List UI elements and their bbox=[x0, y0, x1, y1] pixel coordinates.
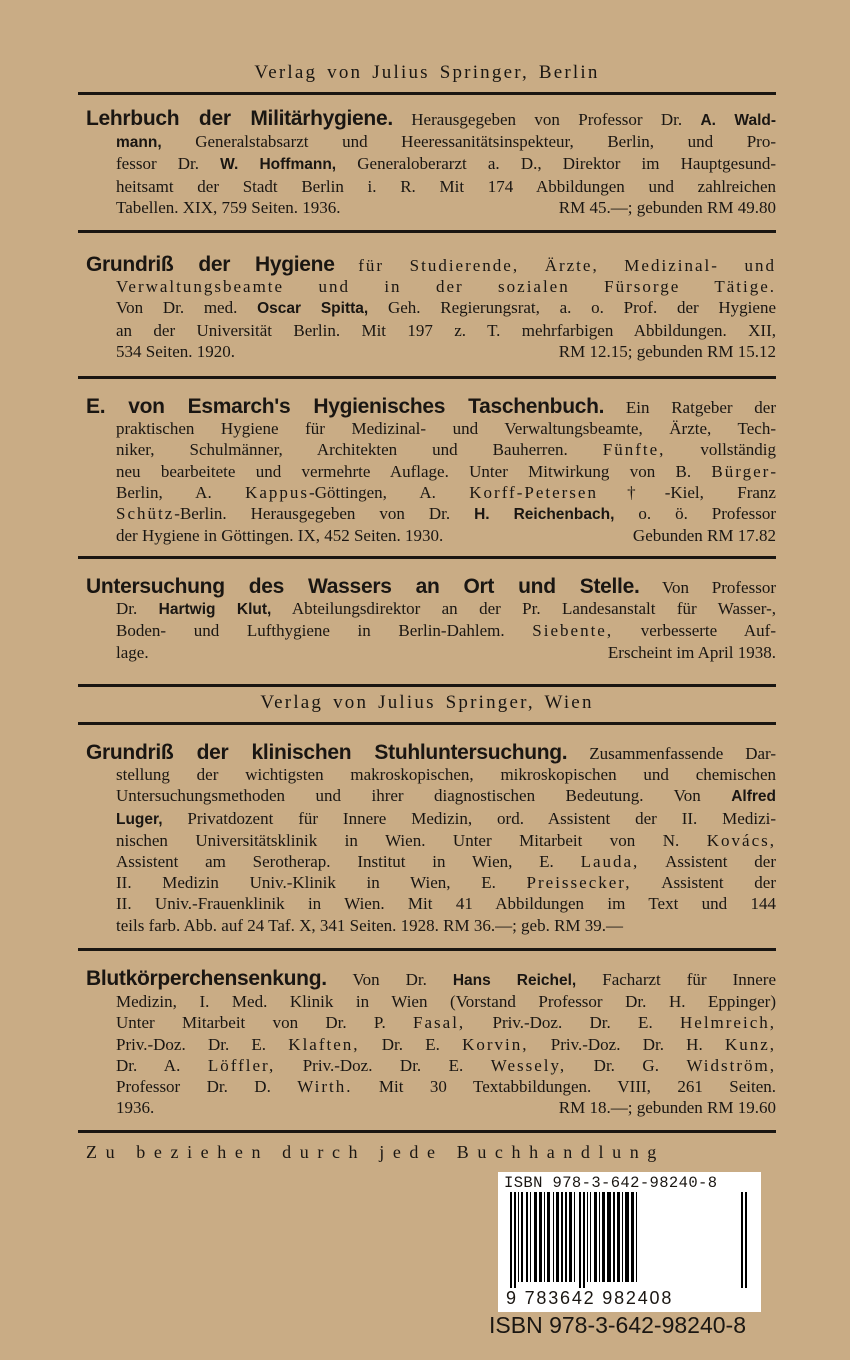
spaced-text: Lauda, bbox=[580, 852, 640, 872]
entry-line: Medizin, I. Med. Klinik in Wien (Vorstand Professor Dr. H. Eppinger) bbox=[116, 992, 776, 1012]
entry-line: niker, Schulmänner, Architekten und Bauherren. Fünfte, vollständig bbox=[116, 440, 776, 460]
barcode-bar bbox=[590, 1192, 591, 1282]
author-name: A. Wald- bbox=[700, 112, 777, 129]
spaced-text: Wessely, bbox=[490, 1055, 567, 1075]
divider bbox=[78, 376, 776, 379]
barcode-bar bbox=[539, 1192, 542, 1282]
divider bbox=[78, 1130, 776, 1133]
spaced-text: Löffler, bbox=[207, 1055, 276, 1075]
barcode-bar bbox=[625, 1192, 629, 1282]
barcode-bar bbox=[556, 1192, 559, 1282]
publisher-heading-wien: Verlag von Julius Springer, Wien bbox=[260, 692, 594, 713]
spaced-text: Helmreich, bbox=[680, 1013, 776, 1033]
spaced-text: Kunz, bbox=[724, 1034, 777, 1054]
author-name: H. Reichenbach, bbox=[474, 506, 615, 524]
spaced-text: Kappus bbox=[245, 482, 310, 502]
barcode-bar bbox=[602, 1192, 605, 1282]
divider bbox=[78, 230, 776, 233]
entry-price: Gebunden RM 17.82 bbox=[632, 526, 776, 546]
author-name: Hans Reichel, bbox=[452, 972, 577, 989]
publisher-heading-berlin: Verlag von Julius Springer, Berlin bbox=[254, 62, 600, 83]
isbn-digits: 9 783642 982408 bbox=[506, 1288, 674, 1308]
entry-price-line bbox=[86, 341, 776, 362]
spaced-text: Fünfte, bbox=[602, 440, 666, 460]
entry-line: stellung der wichtigsten makroskopischen, mikroskopischen und chemischen bbox=[116, 765, 776, 785]
entry-line: neu bearbeitete und vermehrte Auflage. Unter Mitwirkung von B. Bürger- bbox=[116, 461, 776, 481]
barcode-bar bbox=[583, 1192, 585, 1288]
entry-price-line bbox=[86, 642, 776, 663]
barcode-bar bbox=[599, 1192, 600, 1282]
entry-price-line bbox=[86, 1097, 776, 1118]
spaced-text: Fasal, bbox=[413, 1013, 466, 1033]
barcode-bar bbox=[574, 1192, 575, 1282]
author-name: Luger, bbox=[116, 810, 163, 828]
book-entry bbox=[86, 576, 776, 663]
divider bbox=[78, 684, 776, 687]
entry-line: Berlin, A. Kappus-Göttingen, A. Korff-Petersen†-Kiel, Franz bbox=[116, 482, 776, 502]
divider bbox=[78, 92, 776, 95]
book-title: E. von Esmarch's Hygienisches Taschenbuch. bbox=[86, 395, 605, 418]
barcode-bar bbox=[521, 1192, 523, 1282]
barcode-bar bbox=[569, 1192, 572, 1282]
spaced-text: Schütz bbox=[116, 504, 175, 524]
barcode-bar bbox=[553, 1192, 554, 1282]
entry-line: Von Dr. med. Oscar Spitta, Geh. Regierungsrat, a. o. Prof. der Hygiene bbox=[116, 298, 776, 318]
barcode-bar bbox=[613, 1192, 615, 1282]
spaced-text: Preissecker, bbox=[526, 873, 632, 893]
entry-line: II. Medizin Univ.-Klinik in Wien, E. Preissecker, Assistent der bbox=[116, 873, 776, 893]
barcode-bar bbox=[510, 1192, 512, 1288]
entry-line: an der Universität Berlin. Mit 197 z. T. mehrfarbigen Abbildungen. XII, bbox=[116, 320, 776, 340]
entry-line: Lehrbuch der Militärhygiene. Herausgegeben von Professor Dr. A. Wald- bbox=[86, 107, 777, 130]
book-title: Grundriß der Hygiene bbox=[86, 253, 335, 276]
barcode-bar bbox=[579, 1192, 581, 1288]
book-entry bbox=[86, 108, 776, 218]
entry-line: Priv.-Doz. Dr. E. Klaften, Dr. E. Korvin, Priv.-Doz. Dr. H. Kunz, bbox=[116, 1034, 777, 1054]
entry-line: II. Univ.-Frauenklinik in Wien. Mit 41 Abbildungen im Text und 144 bbox=[116, 894, 776, 914]
entry-details: 1936. bbox=[116, 1098, 155, 1118]
book-title: Blutkörperchensenkung. bbox=[86, 967, 327, 990]
entry-line: fessor Dr. W. Hoffmann, Generaloberarzt a. D., Direktor im Hauptgesund- bbox=[116, 154, 776, 174]
isbn-bottom-label: ISBN 978-3-642-98240-8 bbox=[489, 1312, 746, 1338]
barcode-bar bbox=[565, 1192, 567, 1282]
entry-line: E. von Esmarch's Hygienisches Taschenbuch. Ein Ratgeber der bbox=[86, 395, 776, 418]
entry-price: RM 45.—; gebunden RM 49.80 bbox=[558, 197, 776, 217]
entry-line: Boden- und Lufthygiene in Berlin-Dahlem. Siebente, verbesserte Auf- bbox=[116, 621, 776, 641]
barcode-bar bbox=[745, 1192, 747, 1288]
book-title: Lehrbuch der Militärhygiene. bbox=[86, 107, 393, 130]
entry-line: nischen Universitätsklinik in Wien. Unter Mitarbeit von N. Kovács, bbox=[116, 830, 776, 850]
entry-line: praktischen Hygiene für Medizinal- und Verwaltungsbeamte, Ärzte, Tech- bbox=[116, 419, 776, 439]
entry-details: Tabellen. XIX, 759 Seiten. 1936. bbox=[116, 197, 341, 217]
barcode-bar bbox=[534, 1192, 537, 1282]
book-entry bbox=[86, 254, 776, 362]
barcode-icon bbox=[506, 1192, 753, 1288]
entry-details: teils farb. Abb. auf 24 Taf. X, 341 Seiten. 1928. RM 36.—; geb. RM 39.— bbox=[116, 915, 624, 935]
divider bbox=[78, 722, 776, 725]
entry-line: Unter Mitarbeit von Dr. P. Fasal, Priv.-Doz. Dr. E. Helmreich, bbox=[116, 1013, 776, 1033]
spaced-text: Kovács, bbox=[706, 830, 776, 850]
author-name: Hartwig Klut, bbox=[158, 601, 272, 619]
spaced-text: Korff-Petersen bbox=[469, 482, 598, 502]
barcode-bar bbox=[607, 1192, 611, 1282]
entry-line: Dr. A. Löffler, Priv.-Doz. Dr. E. Wessely, Dr. G. Widström, bbox=[116, 1055, 776, 1075]
entry-details: der Hygiene in Göttingen. IX, 452 Seiten. 1930. bbox=[116, 526, 444, 546]
spaced-text: für Studierende, Ärzte, Medizinal- und bbox=[358, 256, 776, 275]
barcode-bar bbox=[631, 1192, 634, 1282]
barcode-bar bbox=[518, 1192, 519, 1282]
entry-line: Blutkörperchensenkung. Von Dr. Hans Reichel, Facharzt für Innere bbox=[86, 967, 776, 990]
spaced-text: Klaften, bbox=[288, 1034, 360, 1054]
book-entry bbox=[86, 742, 776, 936]
barcode-bar bbox=[617, 1192, 620, 1282]
spaced-text: Bürger bbox=[711, 461, 771, 481]
entry-price: RM 12.15; gebunden RM 15.12 bbox=[558, 341, 776, 361]
entry-line: heitsamt der Stadt Berlin i. R. Mit 174 Abbildungen und zahlreichen bbox=[116, 176, 776, 196]
barcode-bar bbox=[530, 1192, 531, 1282]
entry-price: RM 18.—; gebunden RM 19.60 bbox=[558, 1098, 776, 1118]
spaced-text: Siebente, bbox=[532, 621, 614, 641]
barcode-bar bbox=[741, 1192, 743, 1288]
book-title: Grundriß der klinischen Stuhluntersuchung. bbox=[86, 741, 568, 764]
entry-line: Luger, Privatdozent für Innere Medizin, ord. Assistent der II. Medizi- bbox=[116, 808, 776, 828]
author-name: Oscar Spitta, bbox=[257, 300, 369, 318]
entry-line: Untersuchungsmethoden und ihrer diagnostischen Bedeutung. Von Alfred bbox=[116, 786, 776, 806]
entry-price-line bbox=[86, 197, 776, 218]
barcode-bar bbox=[587, 1192, 588, 1282]
spaced-text: Widström, bbox=[686, 1055, 776, 1075]
entry-price: Erscheint im April 1938. bbox=[607, 642, 776, 662]
barcode-bar bbox=[544, 1192, 545, 1282]
author-name: W. Hoffmann, bbox=[220, 156, 337, 174]
entry-line bbox=[86, 276, 776, 297]
spaced-text: Korvin, bbox=[462, 1034, 529, 1054]
book-entry bbox=[86, 968, 776, 1118]
entry-line: Untersuchung des Wassers an Ort und Stelle. Von Professor bbox=[86, 575, 776, 598]
book-entry bbox=[86, 396, 776, 546]
entry-details: lage. bbox=[116, 642, 149, 662]
entry-line: Professor Dr. D. Wirth. Mit 30 Textabbildungen. VIII, 261 Seiten. bbox=[116, 1077, 776, 1097]
entry-line bbox=[86, 254, 776, 276]
author-name: Alfred bbox=[731, 788, 776, 806]
isbn-top-label: ISBN 978-3-642-98240-8 bbox=[504, 1174, 718, 1192]
divider bbox=[78, 556, 776, 559]
spaced-text: Verwaltungsbeamte und in der sozialen Fürsorge Tätige. bbox=[116, 277, 776, 297]
entry-price-line bbox=[86, 525, 776, 546]
book-title: Untersuchung des Wassers an Ort und Stelle. bbox=[86, 575, 640, 598]
barcode-bar bbox=[561, 1192, 563, 1282]
barcode-bar bbox=[514, 1192, 516, 1288]
spaced-text: Wirth. bbox=[297, 1077, 353, 1097]
barcode-panel bbox=[498, 1172, 761, 1312]
footer-note: Zu beziehen durch jede Buchhandlung bbox=[86, 1142, 665, 1162]
barcode-bar bbox=[547, 1192, 550, 1282]
entry-line: Assistent am Serotherap. Institut in Wien, E. Lauda, Assistent der bbox=[116, 852, 776, 872]
entry-line: Schütz-Berlin. Herausgegeben von Dr. H. Reichenbach, o. ö. Professor bbox=[116, 504, 776, 524]
barcode-bar bbox=[526, 1192, 528, 1282]
entry-line: Grundriß der klinischen Stuhluntersuchung. Zusammenfassende Dar- bbox=[86, 741, 776, 764]
barcode-bar bbox=[594, 1192, 597, 1282]
entry-line: Dr. Hartwig Klut, Abteilungsdirektor an der Pr. Landesanstalt für Wasser-, bbox=[116, 599, 776, 619]
divider bbox=[78, 948, 776, 951]
author-name: mann, bbox=[116, 134, 162, 152]
barcode-bar bbox=[622, 1192, 623, 1282]
entry-details: 534 Seiten. 1920. bbox=[116, 341, 235, 361]
entry-line: mann, Generalstabsarzt und Heeressanitätsinspekteur, Berlin, und Pro- bbox=[116, 132, 776, 152]
entry-price-line bbox=[86, 915, 776, 936]
barcode-bar bbox=[636, 1192, 637, 1282]
